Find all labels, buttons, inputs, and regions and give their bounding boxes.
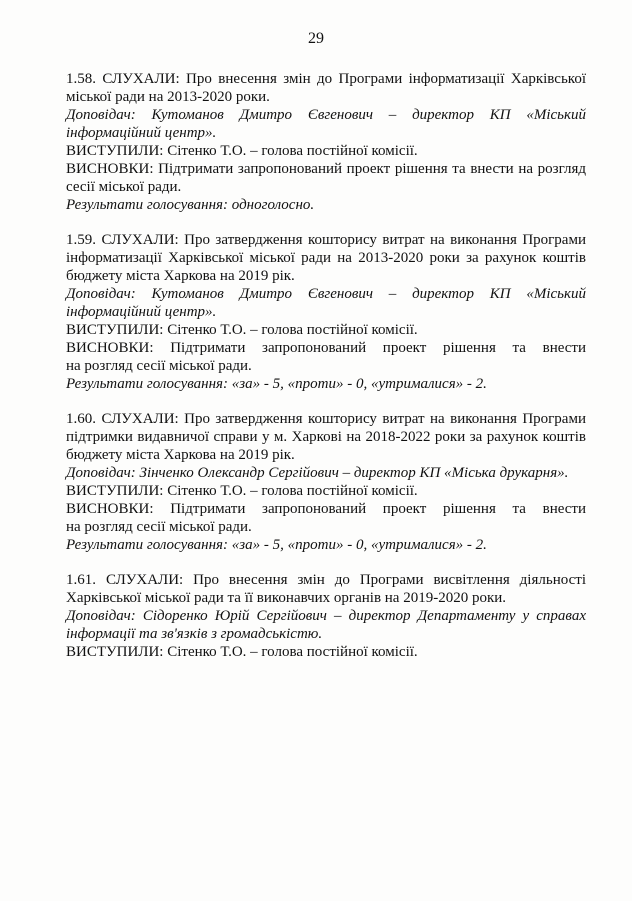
page-number: 29 bbox=[308, 30, 324, 47]
vote-result: Результати голосування: одноголосно. bbox=[66, 197, 315, 213]
speaker-text: Доповідач: Сідоренко Юрій Сергійович – директор Департаменту у справах інформації та зв'язків з громадськістю. bbox=[66, 608, 586, 642]
speaker-text: Доповідач: Кутоманов Дмитро Євгенович – директор КП «Міський інформаційний центр». bbox=[66, 286, 586, 320]
conclusions-line2: сесії міської ради. bbox=[66, 179, 182, 195]
conclusions-line1: ВИСНОВКИ: Підтримати запропонований проект рішення та внести на розгляд bbox=[66, 161, 586, 177]
minutes-content bbox=[66, 70, 586, 661]
conclusions-line2: на розгляд сесії міської ради. bbox=[66, 519, 252, 535]
speaker-text: Доповідач: Кутоманов Дмитро Євгенович – директор КП «Міський інформаційний центр». bbox=[66, 107, 586, 141]
agenda-item-1-58 bbox=[66, 70, 586, 214]
spoke-text: ВИСТУПИЛИ: Сітенко Т.О. – голова постійної комісії. bbox=[66, 644, 418, 660]
agenda-item-1-59 bbox=[66, 231, 586, 393]
spoke-text: ВИСТУПИЛИ: Сітенко Т.О. – голова постійної комісії. bbox=[66, 483, 418, 499]
agenda-item-1-61 bbox=[66, 571, 586, 661]
spoke-text: ВИСТУПИЛИ: Сітенко Т.О. – голова постійної комісії. bbox=[66, 143, 418, 159]
heard-text: 1.61. СЛУХАЛИ: Про внесення змін до Програми висвітлення діяльності Харківської міської ради та її виконавчих органів на 2019-2020 роки. bbox=[66, 572, 586, 606]
heard-text: 1.60. СЛУХАЛИ: Про затвердження кошторису витрат на виконання Програми підтримки видавничої справи у м. Харкові на 2018-2022 роки за рахунок коштів бюджету міста Харкова на 2019 рік. bbox=[66, 411, 586, 463]
vote-result: Результати голосування: «за» - 5, «проти» - 0, «утрималися» - 2. bbox=[66, 537, 487, 553]
heard-text: 1.59. СЛУХАЛИ: Про затвердження кошторису витрат на виконання Програми інформатизації Харківської міської ради на 2013-2020 роки за рахунок коштів бюджету міста Харкова на 2019 рік. bbox=[66, 232, 586, 284]
conclusions-line2: на розгляд сесії міської ради. bbox=[66, 358, 252, 374]
conclusions-line1: ВИСНОВКИ: Підтримати запропонований проект рішення та внести bbox=[66, 501, 586, 517]
vote-result: Результати голосування: «за» - 5, «проти» - 0, «утрималися» - 2. bbox=[66, 376, 487, 392]
agenda-item-1-60 bbox=[66, 410, 586, 554]
heard-text: 1.58. СЛУХАЛИ: Про внесення змін до Програми інформатизації Харківської міської ради на 2013-2020 роки. bbox=[66, 71, 586, 105]
conclusions-line1: ВИСНОВКИ: Підтримати запропонований проект рішення та внести bbox=[66, 340, 586, 356]
spoke-text: ВИСТУПИЛИ: Сітенко Т.О. – голова постійної комісії. bbox=[66, 322, 418, 338]
speaker-text: Доповідач: Зінченко Олександр Сергійович – директор КП «Міська друкарня». bbox=[66, 465, 569, 481]
